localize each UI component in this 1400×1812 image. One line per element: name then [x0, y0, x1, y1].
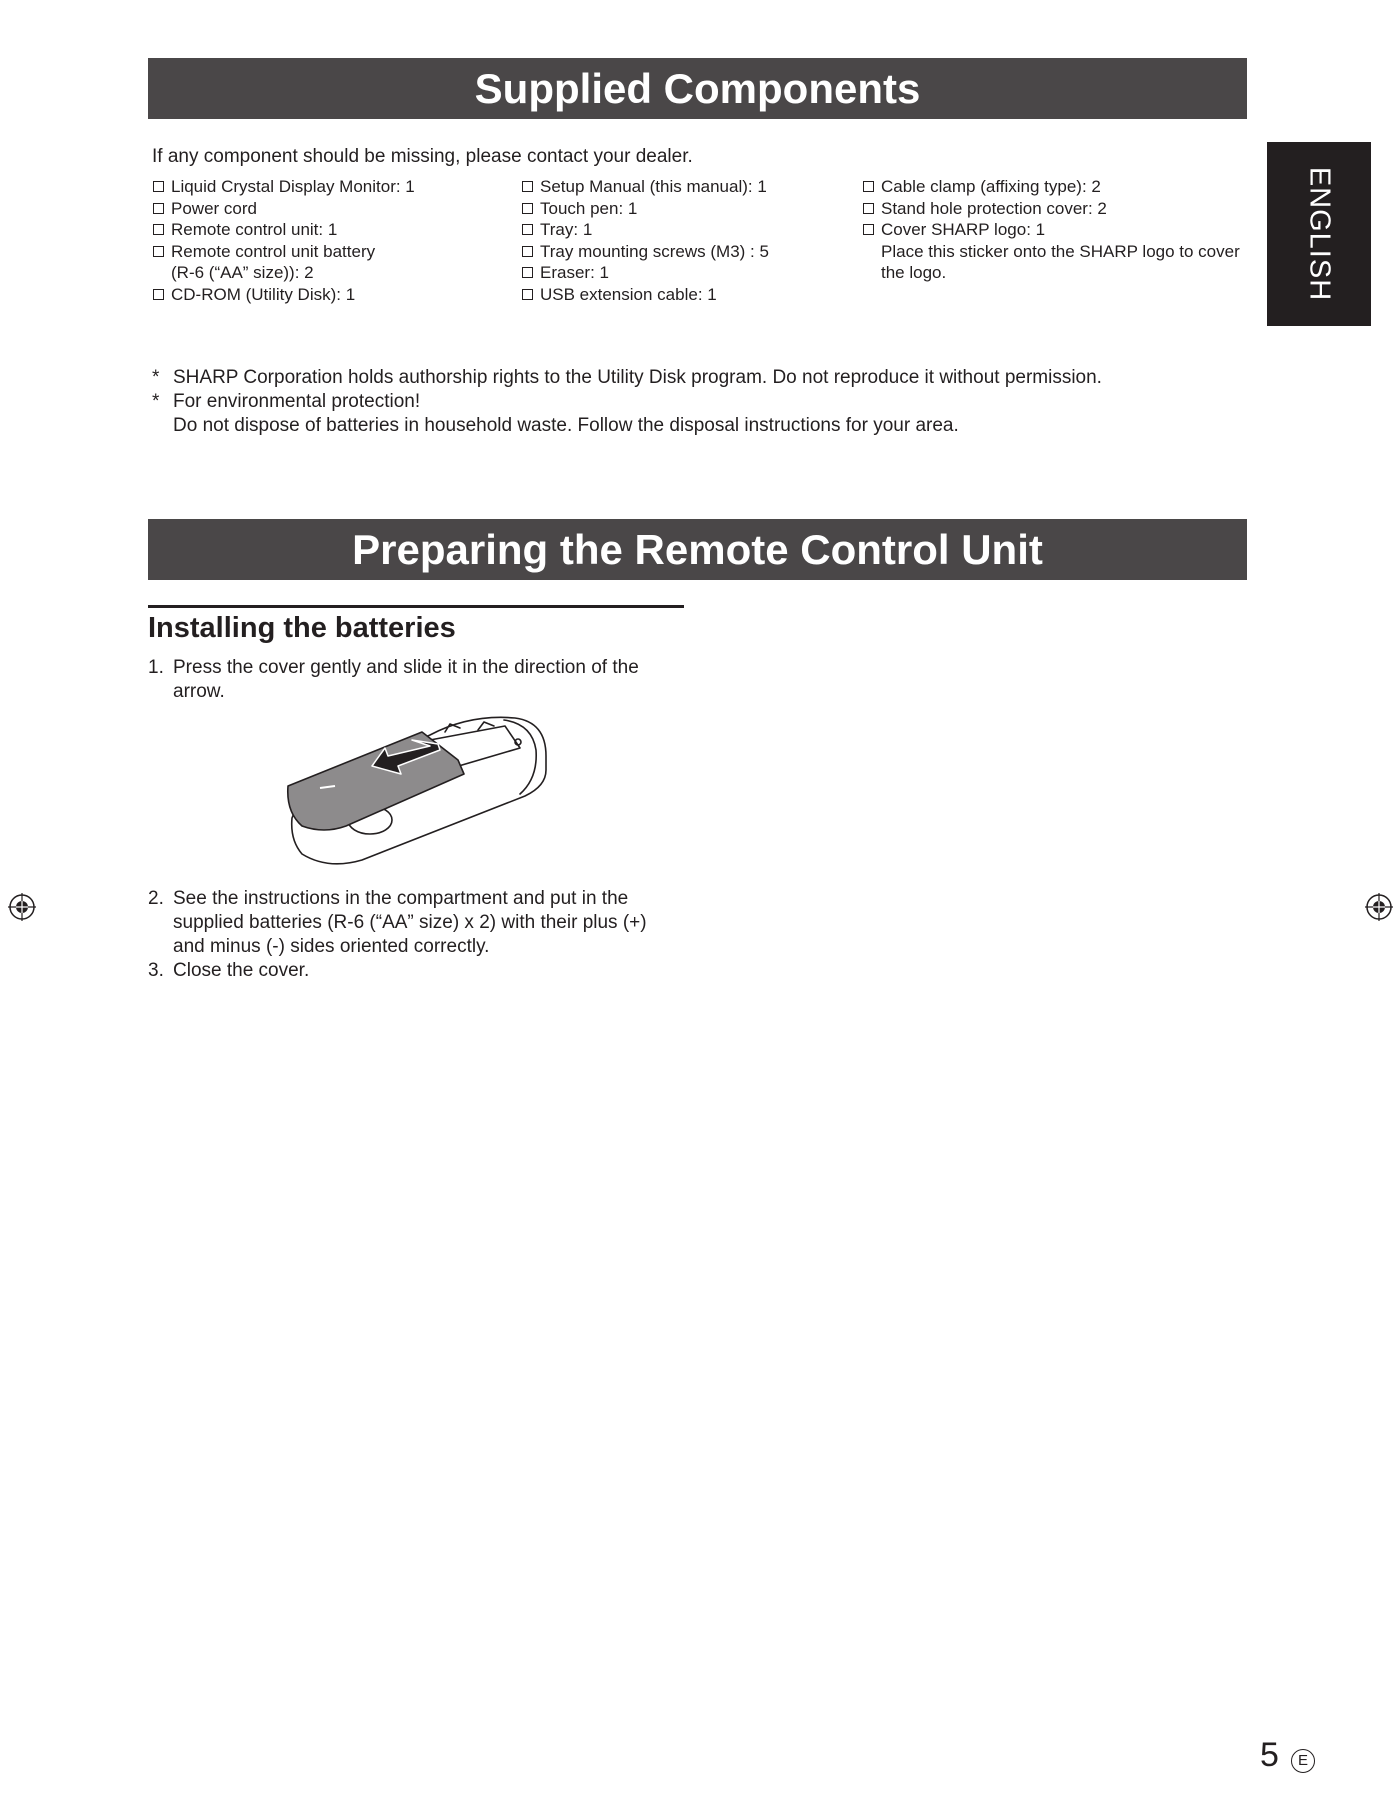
- checkbox-icon: [522, 224, 533, 235]
- component-item: Setup Manual (this manual): 1: [521, 176, 841, 198]
- page-suffix: E: [1291, 1749, 1315, 1773]
- step-item: 2. See the instructions in the compartment and put in the supplied batteries (R-6 (“AA” size) x 2) with their plus (+) and minus (-) sides oriented correctly.: [148, 888, 647, 957]
- component-item: Remote control unit battery (R-6 (“AA” size)): 2: [152, 241, 492, 284]
- component-item: Touch pen: 1: [521, 198, 841, 220]
- note-environment: * For environmental protection! Do not dispose of batteries in household waste. Follow the disposal instructions for your area.: [152, 391, 959, 436]
- page-number: 5: [1260, 1736, 1279, 1774]
- remote-control-illustration: [280, 708, 560, 868]
- component-item: Power cord: [152, 198, 492, 220]
- component-item: Tray mounting screws (M3) : 5: [521, 241, 841, 263]
- supplied-components-title: Supplied Components: [148, 58, 1247, 119]
- component-item: Remote control unit: 1: [152, 219, 492, 241]
- checkbox-icon: [522, 289, 533, 300]
- step-item: 3. Close the cover.: [148, 960, 310, 981]
- battery-steps-part-1: [148, 656, 668, 704]
- remote-control-title: Preparing the Remote Control Unit: [148, 519, 1247, 580]
- checkbox-icon: [863, 203, 874, 214]
- component-detail: Place this sticker onto the SHARP logo to cover the logo.: [881, 241, 1240, 283]
- language-tab-label: ENGLISH: [1303, 166, 1336, 302]
- registration-mark-icon: [8, 893, 36, 921]
- note-copyright: * SHARP Corporation holds authorship rights to the Utility Disk program. Do not reproduce it without permission.: [152, 367, 1102, 388]
- checkbox-icon: [522, 203, 533, 214]
- component-item: Stand hole protection cover: 2: [862, 198, 1257, 220]
- checkbox-icon: [153, 246, 164, 257]
- component-item: Tray: 1: [521, 219, 841, 241]
- installing-batteries-heading: Installing the batteries: [148, 605, 684, 645]
- components-column-2: [521, 176, 841, 306]
- step-item: 1. Press the cover gently and slide it in the direction of the arrow.: [148, 657, 639, 702]
- component-detail: (R-6 (“AA” size)): 2: [171, 263, 314, 283]
- component-item: CD-ROM (Utility Disk): 1: [152, 284, 492, 306]
- checkbox-icon: [153, 289, 164, 300]
- registration-mark-icon: [1365, 893, 1393, 921]
- checkbox-icon: [153, 224, 164, 235]
- language-tab: [1267, 142, 1371, 326]
- checkbox-icon: [522, 181, 533, 192]
- components-column-1: [152, 176, 492, 306]
- battery-steps-part-2: [148, 887, 668, 983]
- checkbox-icon: [863, 224, 874, 235]
- intro-text: If any component should be missing, please contact your dealer.: [152, 146, 693, 167]
- component-item: Cover SHARP logo: 1 Place this sticker onto the SHARP logo to cover the logo.: [862, 219, 1257, 284]
- components-column-3: [862, 176, 1257, 284]
- checkbox-icon: [522, 267, 533, 278]
- component-item: Cable clamp (affixing type): 2: [862, 176, 1257, 198]
- component-item: USB extension cable: 1: [521, 284, 841, 306]
- component-item: Liquid Crystal Display Monitor: 1: [152, 176, 492, 198]
- notes: [152, 366, 1102, 438]
- component-item: Eraser: 1: [521, 262, 841, 284]
- checkbox-icon: [153, 203, 164, 214]
- checkbox-icon: [153, 181, 164, 192]
- checkbox-icon: [522, 246, 533, 257]
- checkbox-icon: [863, 181, 874, 192]
